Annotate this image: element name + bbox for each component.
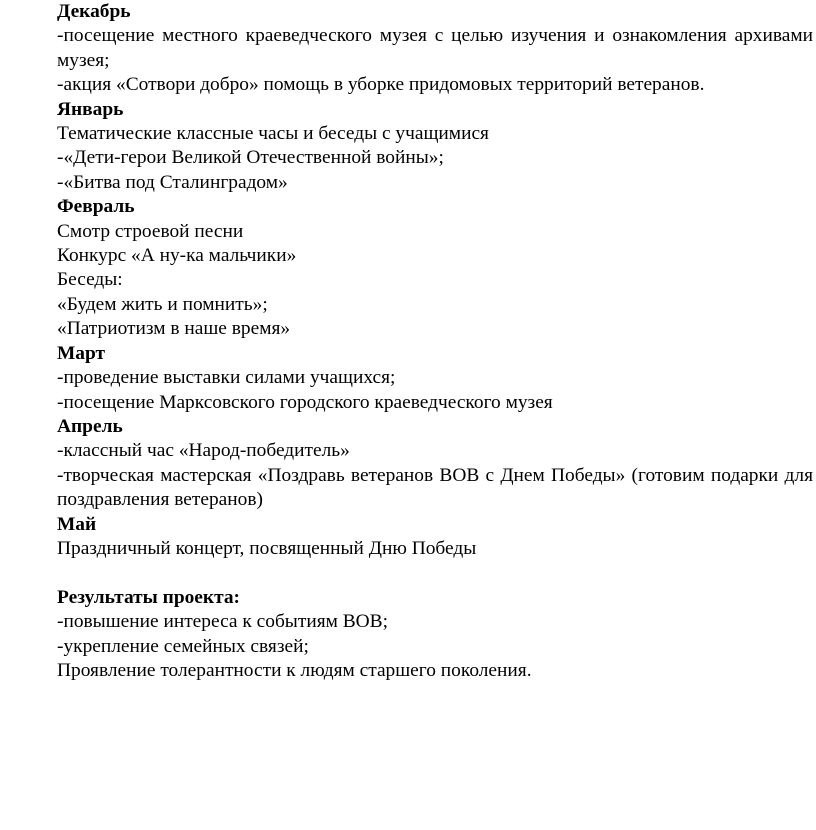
section-heading-december: Декабрь — [57, 1, 131, 22]
march-item-exhibition: -проведение выставки силами учащихся; — [57, 367, 396, 389]
february-item-boys-contest: Конкурс «А ну-ка мальчики» — [57, 245, 297, 267]
april-item-class-hour: -классный час «Народ-победитель» — [57, 440, 350, 462]
january-item-stalingrad: -«Битва под Сталинградом» — [57, 171, 288, 193]
section-heading-may: Май — [57, 513, 97, 535]
may-item-concert: Праздничный концерт, посвященный Дню Победы — [57, 537, 477, 559]
section-heading-february: Февраль — [57, 196, 135, 218]
results-item-family-ties: -укрепление семейных связей; — [57, 635, 309, 657]
results-heading: Результаты проекта: — [57, 586, 240, 608]
document-page — [57, 0, 813, 683]
february-item-live-remember: «Будем жить и помнить»; — [57, 293, 268, 315]
results-item-interest: -повышение интереса к событиям ВОВ; — [57, 611, 388, 633]
january-item-class-hours: Тематические классные часы и беседы с учащимися — [57, 123, 489, 145]
february-item-talks-label: Беседы: — [57, 269, 123, 291]
february-item-patriotism: «Патриотизм в наше время» — [57, 318, 291, 340]
december-item-good-deed-campaign: -акция «Сотвори добро» помощь в уборке придомовых территорий ветеранов. — [57, 74, 705, 96]
april-item-workshop: -творческая мастерская «Поздравь ветеранов ВОВ с Днем Победы» (готовим подарки для поздравления ветеранов) — [57, 464, 813, 511]
section-heading-april: Апрель — [57, 415, 123, 437]
january-item-child-heroes: -«Дети-герои Великой Отечественной войны»; — [57, 147, 444, 169]
december-item-museum-visit: -посещение местного краеведческого музея с целью изучения и ознакомления архивами музея; — [57, 25, 813, 71]
results-item-tolerance: Проявление толерантности к людям старшего поколения. — [57, 659, 532, 681]
section-heading-march: Март — [57, 342, 106, 364]
february-item-drill-song: Смотр строевой песни — [57, 220, 244, 242]
section-heading-january: Январь — [57, 98, 124, 120]
march-item-marks-museum: -посещение Марксовского городского краеведческого музея — [57, 391, 553, 413]
section-spacer — [57, 561, 813, 585]
